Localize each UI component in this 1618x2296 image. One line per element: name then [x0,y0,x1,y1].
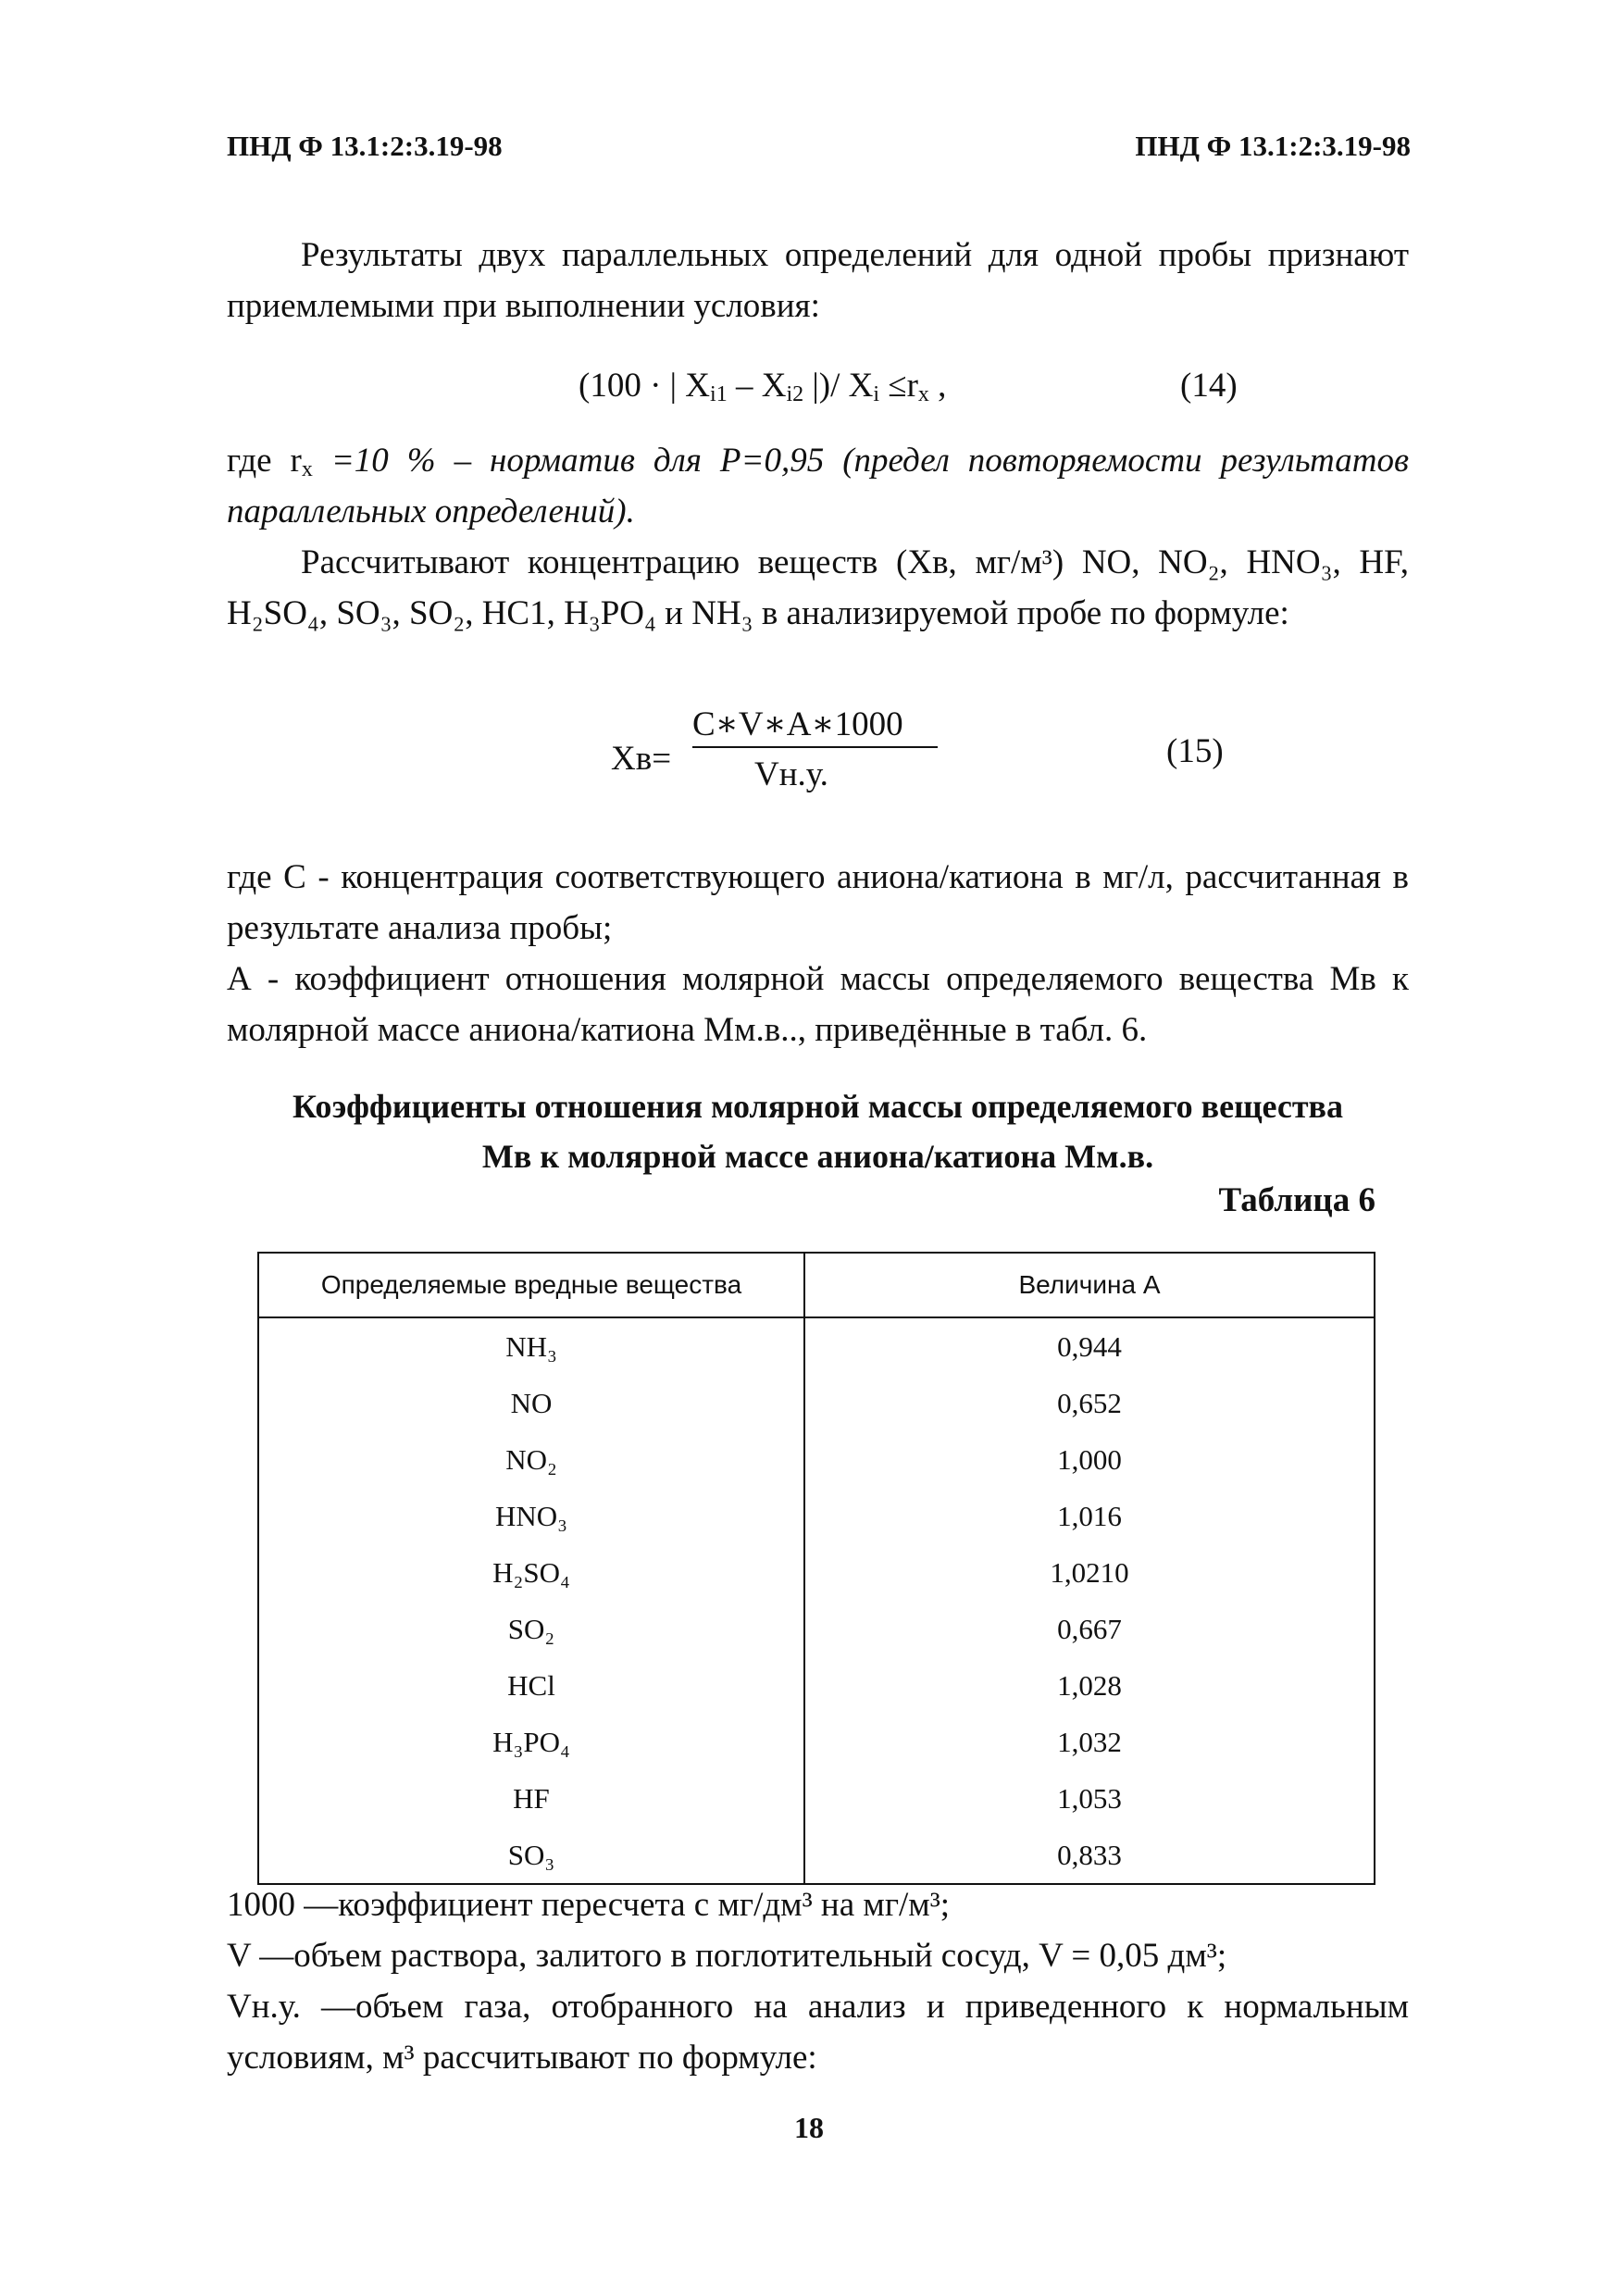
value-cell: 0,652 [804,1375,1375,1431]
substance-cell: SO₃ [258,1827,804,1884]
table-row [258,1714,1375,1770]
substance-cell: HF [258,1770,804,1827]
coefficients-table [257,1252,1375,1885]
value-cell: 0,667 [804,1601,1375,1657]
paragraph-repeatability-limit: где $r_x =10$ % – норматив для Р=0,95 (предел повторяемости результатов параллельных определений). [227,442,1409,530]
table-caption-line1: Коэффициенты отношения молярной массы определяемого вещества [292,1088,1343,1125]
table-caption-line2: Мв к молярной массе аниона/катиона Мм.в. [481,1138,1154,1175]
value-cell: 1,028 [804,1657,1375,1714]
table-row [258,1827,1375,1884]
equation-15 [611,704,944,824]
note-solution-volume: V —объем раствора, залитого в поглотительный сосуд, V = 0,05 дм³; [227,1937,1227,1975]
note-conversion-factor: 1000 —коэффициент пересчета с мг/дм³ на мг/м³; [227,1886,951,1924]
value-cell: 1,032 [804,1714,1375,1770]
paragraph-acceptance-condition: Результаты двух параллельных определений для одной пробы признают приемлемыми при выполнении условия: [227,236,1409,325]
value-cell: 1,053 [804,1770,1375,1827]
table-header-row [258,1253,1375,1317]
table-row [258,1431,1375,1488]
table-row [258,1601,1375,1657]
value-cell: 1,016 [804,1488,1375,1544]
substance-cell: NH₃ [258,1317,804,1375]
substance-cell: HCl [258,1657,804,1714]
equation-15-lhs: Xв= [611,740,672,778]
equation-14-number: (14) [1180,367,1238,405]
fraction-bar [692,746,938,748]
substance-cell: NO₂ [258,1431,804,1488]
paragraph-c-definition: где С - концентрация соответствующего аниона/катиона в мг/л, рассчитанная в результате анализа пробы; [227,858,1409,947]
substance-cell: HNO₃ [258,1488,804,1544]
table-row [258,1770,1375,1827]
note-gas-volume: Vн.у. —объем газа, отобранного на анализ и приведенного к нормальным условиям, м³ рассчитывают по формуле: [227,1988,1409,2077]
table-row [258,1488,1375,1544]
equation-15-numerator: C∗V∗A∗1000 [692,705,903,743]
substance-cell: H₂SO₄ [258,1544,804,1601]
substance-cell: H₃PO₄ [258,1714,804,1770]
value-cell: 1,000 [804,1431,1375,1488]
value-cell: 0,833 [804,1827,1375,1884]
paragraph-concentration-intro: Рассчитывают концентрацию веществ (Xв, мг/м³) NO, NO₂, HNO₃, HF, H₂SO₄, SO₃, SO₂, HC1, H₃PO₄ и NH₃ в анализируемой пробе по формуле: [227,543,1409,632]
equation-15-number: (15) [1166,732,1224,770]
substance-cell: SO₂ [258,1601,804,1657]
column-header-value-a: Величина А [804,1253,1375,1317]
value-cell: 0,944 [804,1317,1375,1375]
table-row [258,1317,1375,1375]
table-row [258,1375,1375,1431]
column-header-substances: Определяемые вредные вещества [258,1253,804,1317]
table-label: Таблица 6 [1218,1181,1375,1219]
equation-14: (100 · | $X_{i1} - X_{i2}$ |)/ $X_i \le r_x$ , [579,367,947,406]
substance-cell: NO [258,1375,804,1431]
equation-15-denominator: Vн.у. [754,755,828,793]
page-number: 18 [794,2111,824,2144]
running-header-right: ПНД Ф 13.1:2:3.19-98 [1135,130,1411,162]
table-row [258,1544,1375,1601]
value-cell: 1,0210 [804,1544,1375,1601]
running-header-left: ПНД Ф 13.1:2:3.19-98 [227,130,503,162]
paragraph-a-definition: А - коэффициент отношения молярной массы определяемого вещества Мв к молярной массе аниона/катиона Мм.в.., приведённые в табл. 6. [227,960,1409,1049]
table-row [258,1657,1375,1714]
